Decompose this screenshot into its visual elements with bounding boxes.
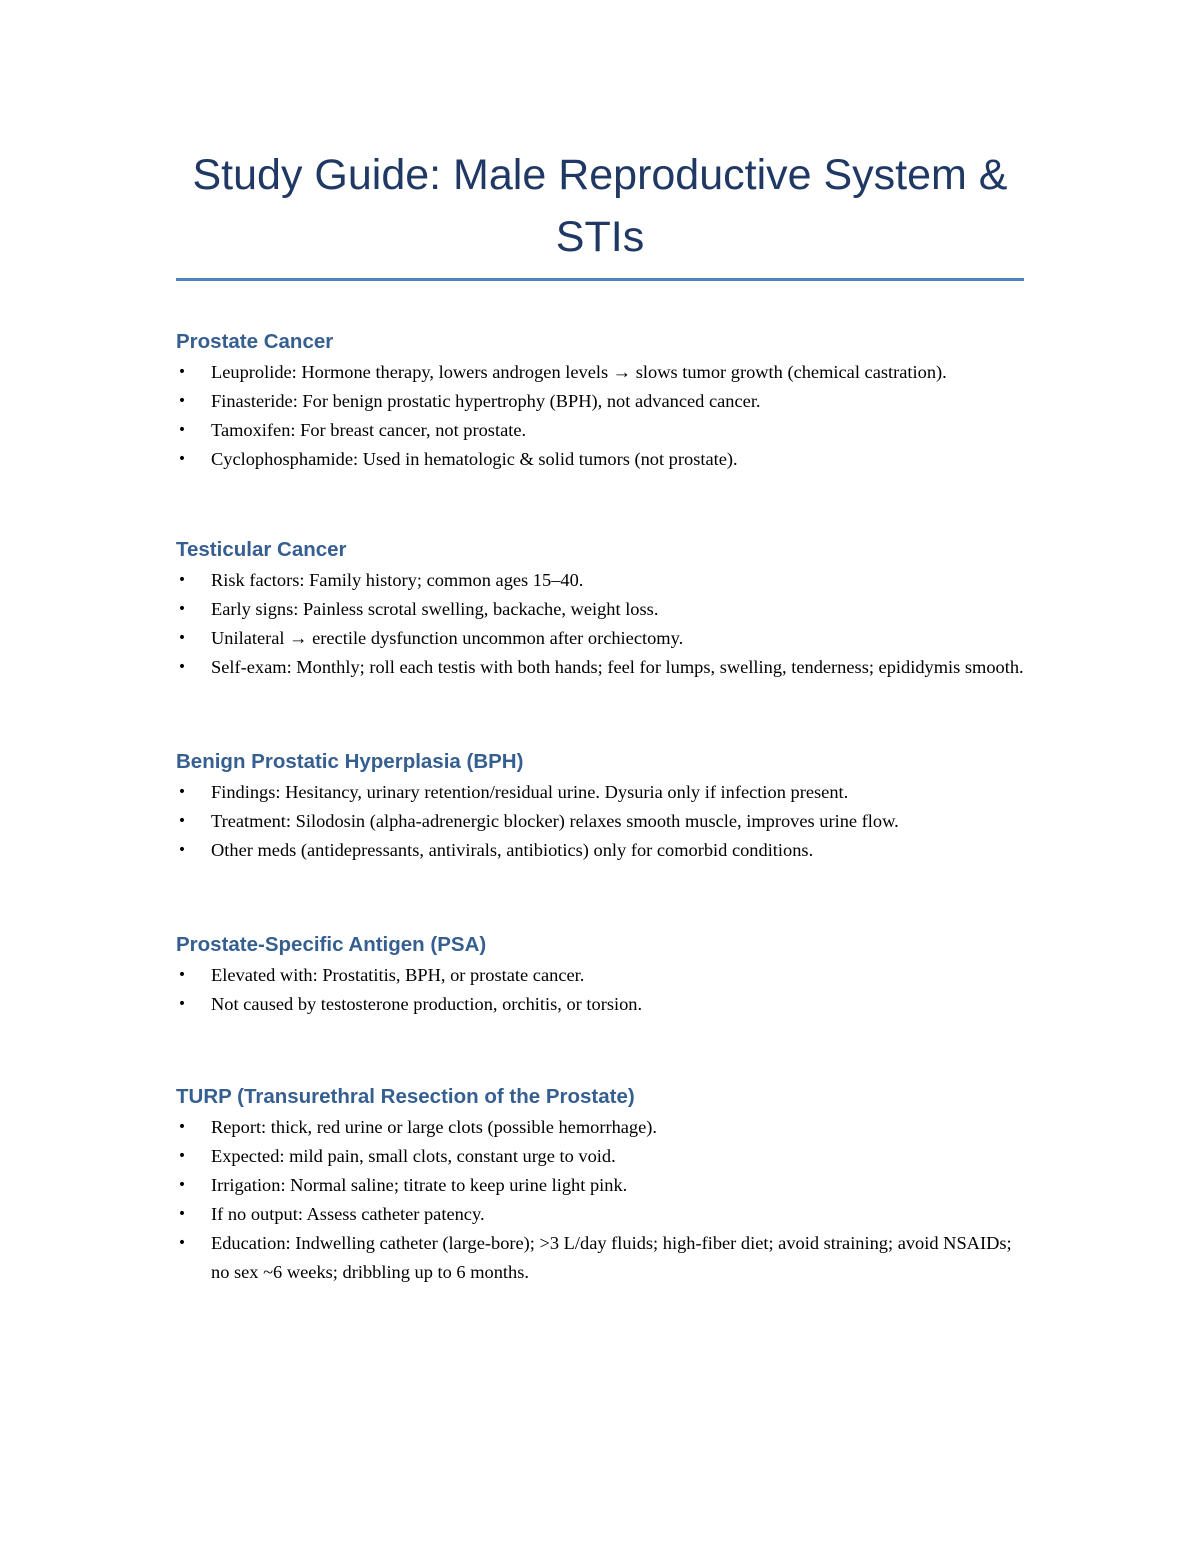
list-item-text: Not caused by testosterone production, orchitis, or torsion. [211,994,643,1014]
list-item [176,624,1024,653]
list-item-text: Report: thick, red urine or large clots (possible hemorrhage). [211,1117,658,1137]
bullet-list [176,1113,1024,1287]
list-item [176,566,1024,595]
list-item [176,387,1024,416]
bullet-icon: • [177,842,187,858]
list-item [176,778,1024,807]
list-item-text: Findings: Hesitancy, urinary retention/residual urine. Dysuria only if infection present. [211,782,849,802]
section-heading: Benign Prostatic Hyperplasia (BPH) [176,750,524,773]
list-item-text: Leuprolide: Hormone therapy, lowers androgen levels → slows tumor growth (chemical castration). [211,362,947,382]
list-item [176,445,1024,474]
list-item-text: Early signs: Painless scrotal swelling, backache, weight loss. [211,599,659,619]
list-item [176,807,1024,836]
bullet-icon: • [177,967,187,983]
section [176,328,1024,474]
list-item [176,961,1024,990]
section-heading: Prostate Cancer [176,330,334,353]
list-item-text: Finasteride: For benign prostatic hypertrophy (BPH), not advanced cancer. [211,391,761,411]
list-item-text: Unilateral → erectile dysfunction uncommon after orchiectomy. [211,628,684,648]
list-item-text: Treatment: Silodosin (alpha-adrenergic blocker) relaxes smooth muscle, improves urine flow. [211,811,899,831]
bullet-icon: • [177,996,187,1012]
list-item-text: Education: Indwelling catheter (large-bore); >3 L/day fluids; high-fiber diet; avoid straining; avoid NSAIDs; no sex ~6 weeks; dribbling up to 6 months. [211,1233,1012,1282]
bullet-list [176,358,1024,474]
list-item [176,358,1024,387]
sections-container [176,328,1024,1287]
bullet-icon: • [177,601,187,617]
bullet-list [176,778,1024,865]
list-item [176,416,1024,445]
section-heading: TURP (Transurethral Resection of the Prostate) [176,1085,635,1108]
list-item-text: Self-exam: Monthly; roll each testis with both hands; feel for lumps, swelling, tenderness; epididymis smooth. [211,657,1024,677]
page-title: Study Guide: Male Reproductive System & STIs [192,151,1008,261]
section [176,1083,1024,1287]
document-page [176,0,1024,1287]
list-item-text: Other meds (antidepressants, antivirals, antibiotics) only for comorbid conditions. [211,840,814,860]
bullet-icon: • [177,813,187,829]
list-item [176,836,1024,865]
bullet-list [176,566,1024,682]
bullet-icon: • [177,630,187,646]
list-item-text: Expected: mild pain, small clots, constant urge to void. [211,1146,616,1166]
bullet-icon: • [177,1235,187,1251]
section [176,536,1024,682]
bullet-list [176,961,1024,1019]
list-item [176,595,1024,624]
list-item [176,1113,1024,1142]
bullet-icon: • [177,422,187,438]
bullet-icon: • [177,572,187,588]
title-underline [176,278,1024,281]
list-item-text: Irrigation: Normal saline; titrate to keep urine light pink. [211,1175,628,1195]
bullet-icon: • [177,1148,187,1164]
bullet-icon: • [177,393,187,409]
list-item [176,1200,1024,1229]
list-item [176,1229,1024,1287]
bullet-icon: • [177,659,187,675]
list-item [176,1142,1024,1171]
list-item-text: Risk factors: Family history; common ages 15–40. [211,570,584,590]
bullet-icon: • [177,451,187,467]
bullet-icon: • [177,1177,187,1193]
section-heading: Testicular Cancer [176,538,347,561]
section [176,931,1024,1019]
list-item-text: Cyclophosphamide: Used in hematologic & solid tumors (not prostate). [211,449,738,469]
bullet-icon: • [177,784,187,800]
bullet-icon: • [177,1206,187,1222]
bullet-icon: • [177,1119,187,1135]
section-heading: Prostate-Specific Antigen (PSA) [176,933,487,956]
list-item [176,990,1024,1019]
section [176,748,1024,865]
list-item [176,653,1024,682]
list-item-text: Tamoxifen: For breast cancer, not prostate. [211,420,527,440]
list-item [176,1171,1024,1200]
bullet-icon: • [177,364,187,380]
list-item-text: If no output: Assess catheter patency. [211,1204,485,1224]
list-item-text: Elevated with: Prostatitis, BPH, or prostate cancer. [211,965,585,985]
